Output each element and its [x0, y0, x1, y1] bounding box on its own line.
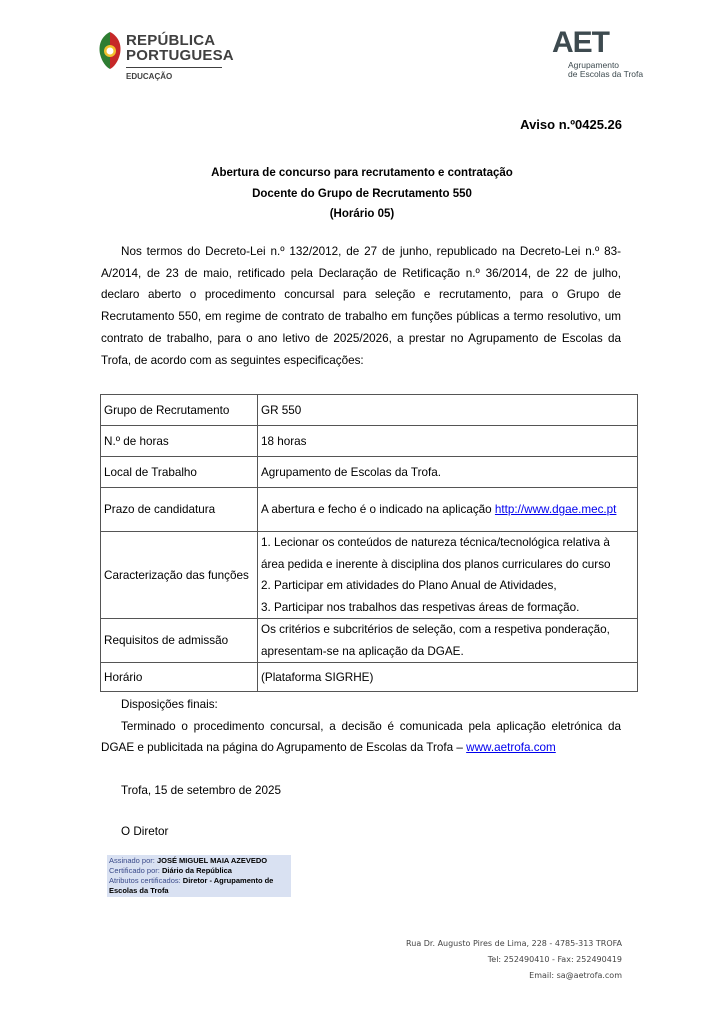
aet-logo — [548, 28, 658, 80]
portugal-flag-icon — [96, 30, 124, 70]
disposicoes-text: Terminado o procedimento concursal, a decisão é comunicada pela aplicação eletrónica da DGAE e publicitada na página do Agrupamento de Escolas da Trofa – — [101, 719, 621, 755]
table-row — [101, 457, 638, 488]
horas-label: N.º de horas — [101, 426, 258, 457]
aet-logo-subtitle-2: de Escolas da Trofa — [568, 69, 644, 79]
carac-cell — [258, 532, 638, 619]
logo-text-educacao: EDUCAÇÃO — [126, 72, 173, 81]
carac-item-3: 3. Participar nos trabalhos das respetivas áreas de formação. — [261, 600, 580, 614]
attributes-label: Atributos certificados: — [109, 876, 181, 885]
horario-value: (Plataforma SIGRHE) — [258, 663, 638, 692]
dgae-link[interactable]: http://www.dgae.mec.pt — [494, 503, 617, 516]
table-row — [101, 395, 638, 426]
title-line-3: (Horário 05) — [329, 208, 395, 220]
attributes-value: Diretor - Agrupamento de Escolas da Trofa — [109, 876, 274, 895]
footer-contacts — [406, 936, 622, 984]
footer-phone: Tel: 252490410 - Fax: 252490419 — [487, 955, 622, 964]
signature-line-2 — [109, 866, 289, 876]
footer-email: Email: sa@aetrofa.com — [529, 971, 622, 980]
prazo-cell — [258, 488, 638, 532]
prazo-value: A abertura e fecho é o indicado na aplicação — [261, 503, 495, 516]
director-title: O Diretor — [121, 825, 169, 838]
table-row — [101, 426, 638, 457]
table-row — [101, 663, 638, 692]
intro-text: Nos termos do Decreto-Lei n.º 132/2012, de 27 de junho, republicado na Decreto-Lei n.º 83-A/2014, de 23 de maio, retificado pela Declaração de Retificação n.º 36/2014, de 22 de julho, declaro aberto o procedimento concursal para seleção e recrutamento, para o Grupo de Recrutamento 550, em regime de contrato de trabalho em funções públicas a termo resolutivo, um contrato de trabalho, para o ano letivo de 2025/2026, a prestar no Agrupamento de Escolas da Trofa, de acordo com as seguintes especificações: — [101, 245, 621, 367]
local-label: Local de Trabalho — [101, 457, 258, 488]
table-row — [101, 619, 638, 663]
document-date: Trofa, 15 de setembro de 2025 — [121, 784, 282, 797]
disposicoes-paragraph — [101, 716, 621, 759]
document-title — [0, 163, 724, 225]
title-line-1: Abertura de concurso para recrutamento e contratação — [211, 167, 513, 179]
grupo-label: Grupo de Recrutamento — [101, 395, 258, 426]
carac-label: Caracterização das funções — [101, 532, 258, 619]
carac-item-1: 1. Lecionar os conteúdos de natureza técnica/tecnológica relativa à área pedida e inerente à disciplina dos planos curriculares do curso — [261, 536, 611, 571]
certified-by-label: Certificado por: — [109, 866, 160, 875]
certified-by-value: Diário da República — [161, 866, 232, 875]
disposicoes-title: Disposições finais: — [121, 698, 218, 711]
signed-by-value: JOSÉ MIGUEL MAIA AZEVEDO — [156, 856, 268, 865]
republica-portuguesa-logo — [96, 30, 236, 86]
prazo-label: Prazo de candidatura — [101, 488, 258, 532]
table-row — [101, 488, 638, 532]
requisitos-label: Requisitos de admissão — [101, 619, 258, 663]
logo-text-republica: REPÚBLICA — [126, 32, 216, 49]
carac-item-2: 2. Participar em atividades do Plano Anual de Atividades, — [261, 579, 557, 592]
signed-by-label: Assinado por: — [109, 856, 155, 865]
disposicoes-section — [101, 694, 621, 759]
aviso-number: Aviso n.º0425.26 — [520, 117, 622, 132]
footer-address: Rua Dr. Augusto Pires de Lima, 228 - 4785-313 TROFA — [406, 939, 622, 948]
horas-value: 18 horas — [258, 426, 638, 457]
grupo-value: GR 550 — [258, 395, 638, 426]
intro-paragraph — [101, 241, 621, 371]
logo-text-portuguesa: PORTUGUESA — [126, 47, 234, 64]
table-row — [101, 532, 638, 619]
local-value: Agrupamento de Escolas da Trofa. — [258, 457, 638, 488]
signature-line-1 — [109, 856, 289, 866]
title-line-2: Docente do Grupo de Recrutamento 550 — [252, 187, 472, 200]
logo-divider — [126, 67, 222, 68]
aet-logo-mark: AET — [552, 26, 609, 59]
digital-signature-block — [107, 855, 291, 897]
aet-logo-subtitle-1: Agrupamento — [568, 60, 620, 70]
requisitos-value: Os critérios e subcritérios de seleção, com a respetiva ponderação, apresentam-se na aplicação da DGAE. — [258, 619, 638, 663]
signature-line-3 — [109, 876, 289, 896]
aetrofa-link[interactable]: www.aetrofa.com — [466, 741, 556, 755]
specifications-table — [100, 394, 638, 692]
horario-label: Horário — [101, 663, 258, 692]
